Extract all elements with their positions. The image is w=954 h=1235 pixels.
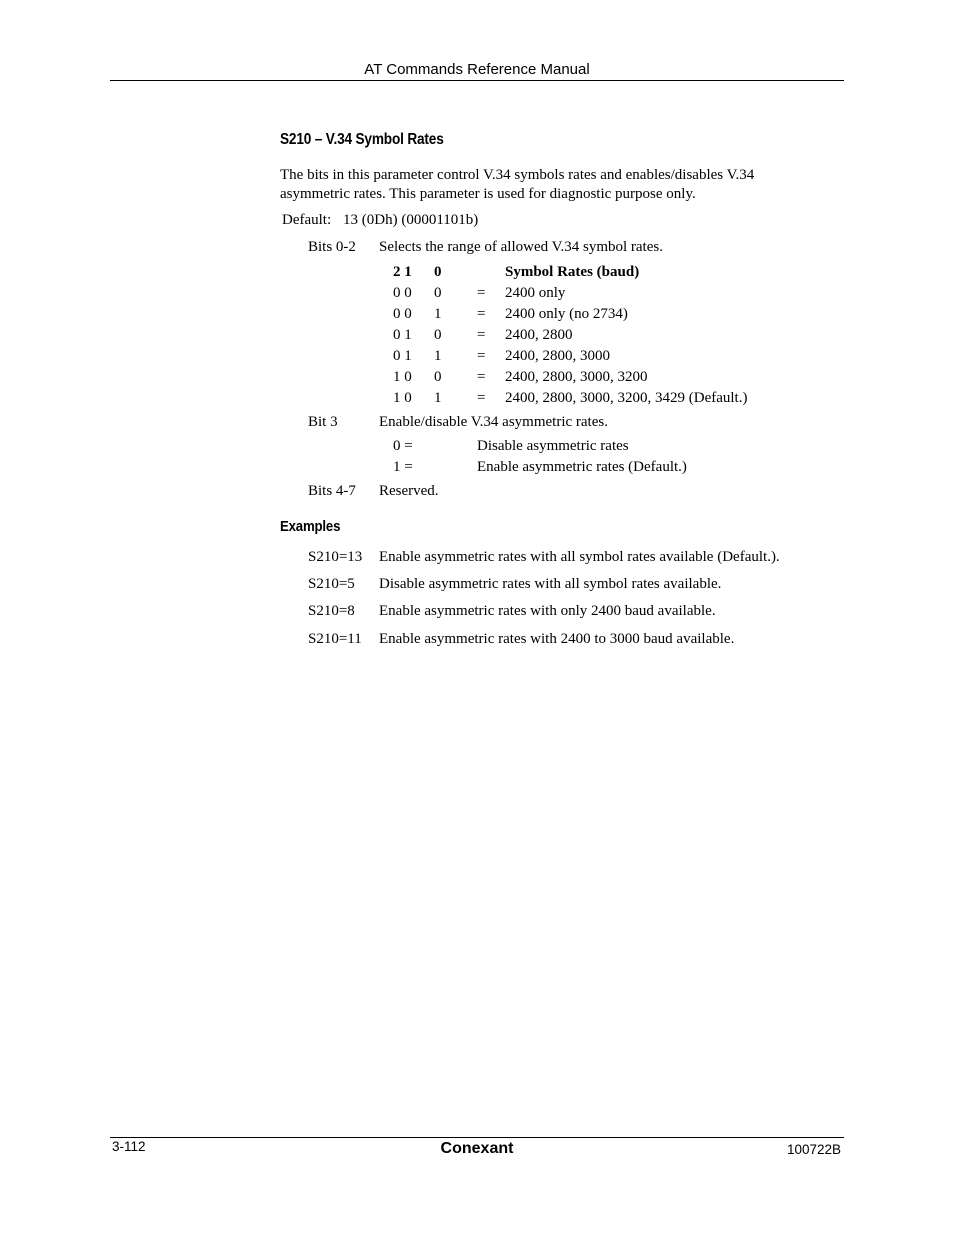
table-cell-bit-0: 0 — [434, 327, 442, 343]
example-command: S210=5 — [308, 576, 355, 592]
table-cell-rates: 2400 only — [505, 285, 566, 301]
bit-3-option-key: 0 = — [393, 438, 413, 454]
bit-3-label: Bit 3 — [308, 414, 338, 430]
bit-3-option-key: 1 = — [393, 459, 413, 475]
bits-4-7-label: Bits 4-7 — [308, 483, 356, 499]
table-cell-bits-2-1: 0 0 — [393, 306, 412, 322]
bits-4-7-desc: Reserved. — [379, 483, 439, 499]
table-cell-bits-2-1: 1 0 — [393, 390, 412, 406]
intro-line-1: The bits in this parameter control V.34 symbols rates and enables/disables V.34 — [280, 167, 755, 183]
bits-0-2-label: Bits 0-2 — [308, 239, 356, 255]
example-desc: Disable asymmetric rates with all symbol rates available. — [379, 576, 722, 592]
bit-3-option-desc: Disable asymmetric rates — [477, 438, 629, 454]
example-command: S210=11 — [308, 631, 362, 647]
table-cell-bit-0: 1 — [434, 306, 442, 322]
header-rule — [110, 80, 844, 81]
table-cell-bits-2-1: 0 0 — [393, 285, 412, 301]
table-cell-bit-0: 0 — [434, 369, 442, 385]
table-header-bits-2-1: 2 1 — [393, 264, 412, 280]
document-number: 100722B — [787, 1142, 842, 1157]
table-cell-bits-2-1: 1 0 — [393, 369, 412, 385]
footer-brand: Conexant — [440, 1140, 514, 1157]
default-value: 13 (0Dh) (00001101b) — [343, 212, 479, 228]
table-cell-rates: 2400, 2800, 3000 — [505, 348, 610, 364]
table-cell-rates: 2400, 2800, 3000, 3200, 3429 (Default.) — [505, 390, 748, 406]
example-desc: Enable asymmetric rates with only 2400 baud available. — [379, 603, 716, 619]
table-header-bit-0: 0 — [434, 264, 442, 280]
table-cell-equals: = — [477, 348, 486, 364]
table-cell-equals: = — [477, 285, 486, 301]
table-header-rates: Symbol Rates (baud) — [505, 264, 640, 280]
table-cell-bit-0: 1 — [434, 348, 442, 364]
table-cell-equals: = — [477, 390, 486, 406]
examples-title: Examples — [280, 518, 341, 535]
page-number: 3-112 — [112, 1139, 146, 1154]
table-cell-rates: 2400 only (no 2734) — [505, 306, 628, 322]
table-cell-bits-2-1: 0 1 — [393, 348, 412, 364]
table-cell-bits-2-1: 0 1 — [393, 327, 412, 343]
table-cell-bit-0: 1 — [434, 390, 442, 406]
table-cell-equals: = — [477, 369, 486, 385]
footer-rule — [110, 1137, 844, 1138]
example-desc: Enable asymmetric rates with 2400 to 3000 baud available. — [379, 631, 735, 647]
table-cell-bit-0: 0 — [434, 285, 442, 301]
bit-3-desc: Enable/disable V.34 asymmetric rates. — [379, 414, 608, 430]
default-label: Default: — [282, 212, 332, 228]
table-cell-equals: = — [477, 306, 486, 322]
table-cell-rates: 2400, 2800, 3000, 3200 — [505, 369, 648, 385]
bit-3-option-desc: Enable asymmetric rates (Default.) — [477, 459, 687, 475]
example-command: S210=13 — [308, 549, 363, 565]
section-title: S210 – V.34 Symbol Rates — [280, 131, 444, 148]
table-cell-equals: = — [477, 327, 486, 343]
example-desc: Enable asymmetric rates with all symbol rates available (Default.). — [379, 549, 780, 565]
table-cell-rates: 2400, 2800 — [505, 327, 573, 343]
example-command: S210=8 — [308, 603, 355, 619]
intro-line-2: asymmetric rates. This parameter is used for diagnostic purpose only. — [280, 186, 696, 202]
bits-0-2-desc: Selects the range of allowed V.34 symbol rates. — [379, 239, 663, 255]
running-header: AT Commands Reference Manual — [364, 61, 590, 78]
